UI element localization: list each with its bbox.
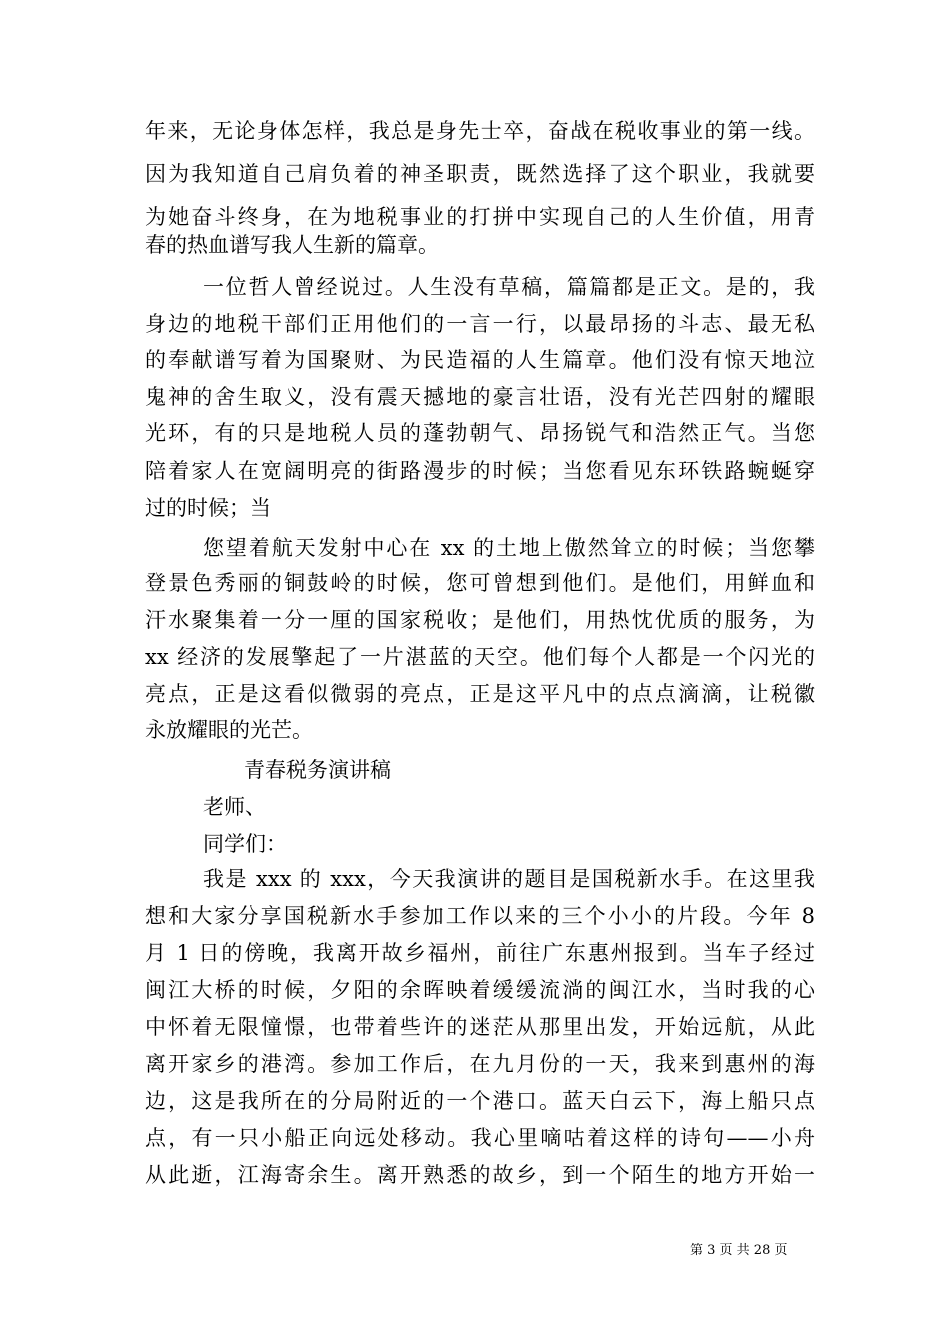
salutation-line: 老师、 xyxy=(203,795,266,819)
speech-title: 青春税务演讲稿 xyxy=(244,758,391,782)
text-line: 永放耀眼的光芒。 xyxy=(145,718,313,742)
text-line: 登景色秀丽的铜鼓岭的时候，您可曾想到他们。是他们，用鲜血和 xyxy=(145,571,815,595)
text-line: 闽江大桥的时候，夕阳的余晖映着缓缓流淌的闽江水，当时我的心 xyxy=(145,978,815,1002)
text-line: 光环，有的只是地税人员的蓬勃朝气、昂扬锐气和浩然正气。当您 xyxy=(145,421,815,445)
text-line: 点，有一只小船正向远处移动。我心里嘀咕着这样的诗句——小舟 xyxy=(145,1126,815,1150)
text-line: 年来，无论身体怎样，我总是身先士卒，奋战在税收事业的第一线。 xyxy=(145,119,815,143)
salutation-line: 同学们： xyxy=(203,832,287,856)
text-line: 为她奋斗终身，在为地税事业的打拼中实现自己的人生价值，用青 xyxy=(145,205,815,229)
text-line: xx 经济的发展擎起了一片湛蓝的天空。他们每个人都是一个闪光的 xyxy=(145,645,815,669)
paragraph-first-line: 一位哲人曾经说过。人生没有草稿，篇篇都是正文。是的，我 xyxy=(203,275,815,299)
text-line: 陪着家人在宽阔明亮的街路漫步的时候；当您看见东环铁路蜿蜒穿 xyxy=(145,459,815,483)
paragraph-first-line: 我是 xxx 的 xxx，今天我演讲的题目是国税新水手。在这里我 xyxy=(203,867,815,891)
text-line: 鬼神的舍生取义，没有震天撼地的豪言壮语，没有光芒四射的耀眼 xyxy=(145,385,815,409)
text-line: 月 1 日的傍晚，我离开故乡福州，前往广东惠州报到。当车子经过 xyxy=(145,941,815,965)
text-line: 因为我知道自己肩负着的神圣职责，既然选择了这个职业，我就要 xyxy=(145,162,815,186)
page-number-footer: 第 3 页 共 28 页 xyxy=(690,1243,788,1258)
text-line: 亮点，正是这看似微弱的亮点，正是这平凡中的点点滴滴，让税徽 xyxy=(145,682,815,706)
text-line: 过的时候；当 xyxy=(145,496,271,520)
text-line: 汗水聚集着一分一厘的国家税收；是他们，用热忱优质的服务，为 xyxy=(145,608,815,632)
text-line: 的奉献谱写着为国聚财、为民造福的人生篇章。他们没有惊天地泣 xyxy=(145,348,815,372)
text-line: 春的热血谱写我人生新的篇章。 xyxy=(145,233,439,257)
text-line: 边，这是我所在的分局附近的一个港口。蓝天白云下，海上船只点 xyxy=(145,1089,815,1113)
text-line: 从此逝，江海寄余生。离开熟悉的故乡，到一个陌生的地方开始一 xyxy=(145,1163,815,1187)
paragraph-first-line: 您望着航天发射中心在 xx 的土地上傲然耸立的时候；当您攀 xyxy=(203,536,815,560)
text-line: 身边的地税干部们正用他们的一言一行，以最昂扬的斗志、最无私 xyxy=(145,312,815,336)
text-line: 想和大家分享国税新水手参加工作以来的三个小小的片段。今年 8 xyxy=(145,904,815,928)
text-line: 中怀着无限憧憬，也带着些许的迷茫从那里出发，开始远航，从此 xyxy=(145,1015,815,1039)
text-line: 离开家乡的港湾。参加工作后，在九月份的一天，我来到惠州的海 xyxy=(145,1052,815,1076)
